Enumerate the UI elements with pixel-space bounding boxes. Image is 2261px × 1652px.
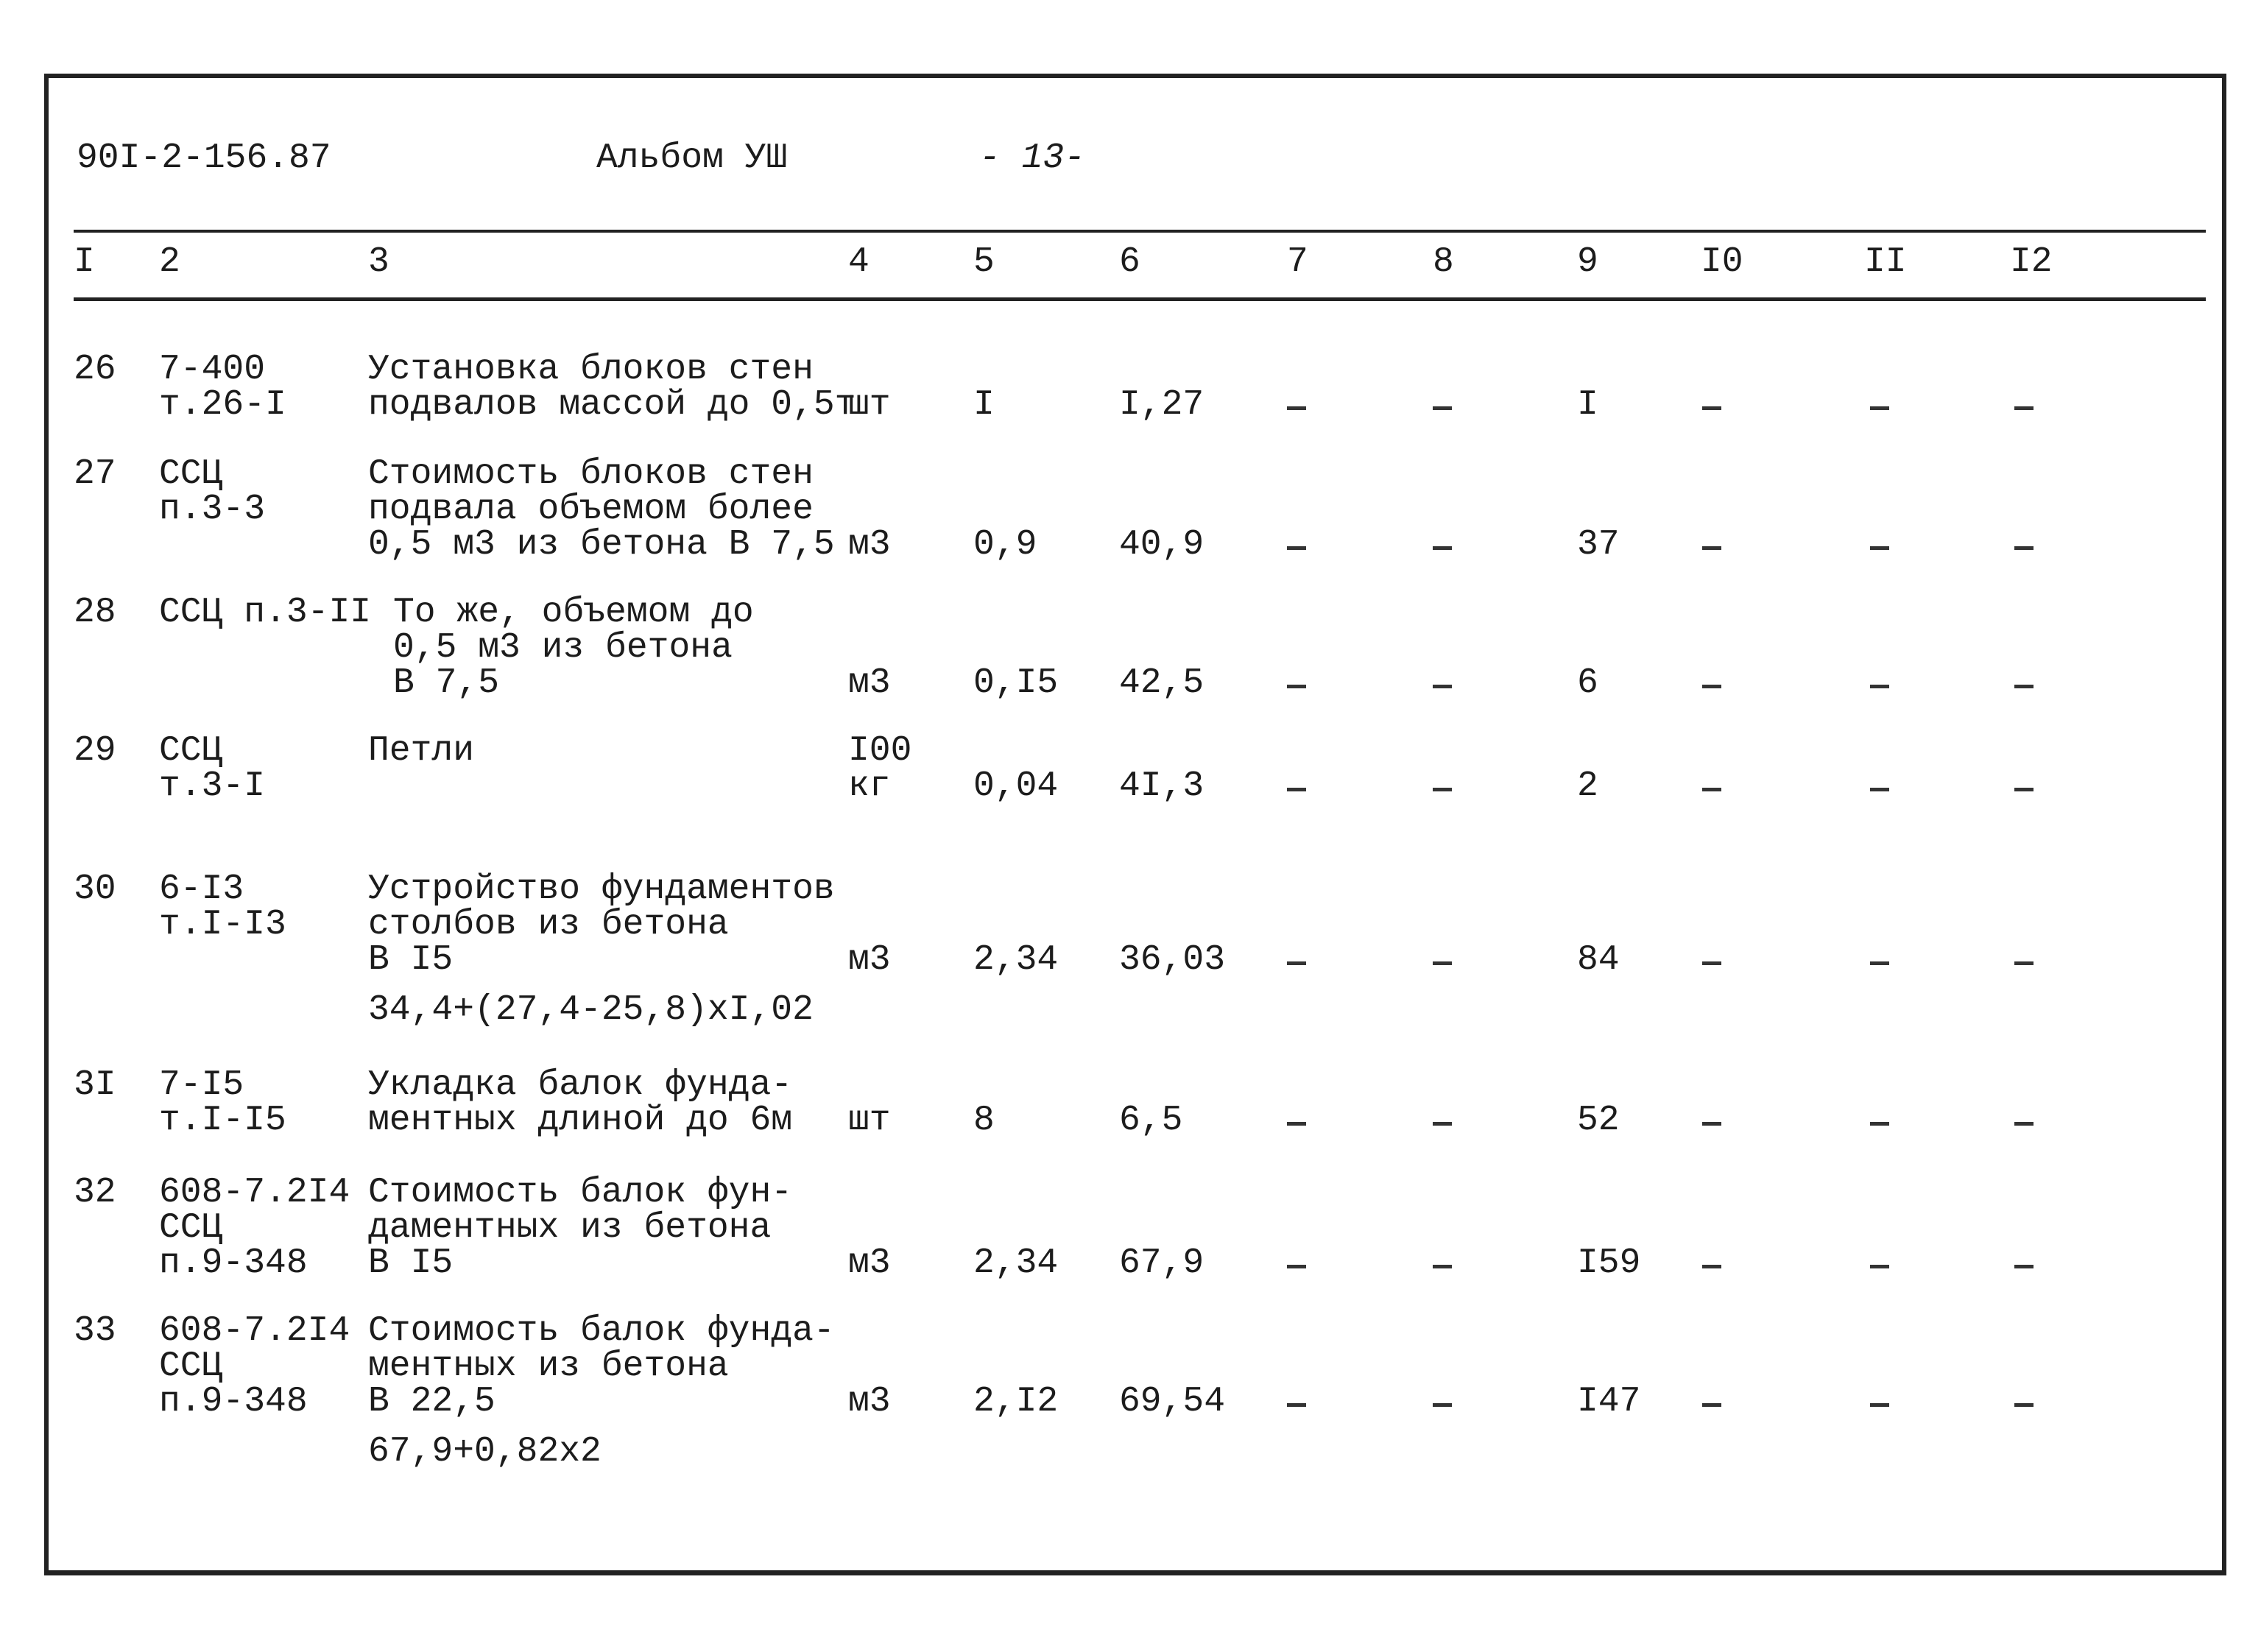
row-code: п.9-348 xyxy=(159,1382,308,1422)
column-header: 4 xyxy=(848,242,870,282)
row-c7-dash xyxy=(1287,685,1306,688)
row-c12-value xyxy=(2010,942,2031,978)
row-c8-value xyxy=(1433,1384,1454,1419)
row-total: 52 xyxy=(1577,1101,1620,1140)
column-header: 2 xyxy=(159,242,180,282)
row-description: ментных из бетона xyxy=(368,1346,729,1386)
row-code: ССЦ п.3-II xyxy=(159,593,372,632)
row-c12-dash xyxy=(2014,1403,2034,1407)
row-code: 6-I3 xyxy=(159,869,244,909)
row-formula: 34,4+(27,4-25,8)xI,02 xyxy=(368,990,814,1030)
row-c12-dash xyxy=(2014,1265,2034,1268)
row-number: 28 xyxy=(74,593,116,632)
row-c7-dash xyxy=(1287,1265,1306,1268)
row-description: подвалов массой до 0,5т xyxy=(368,385,856,425)
row-c10-value xyxy=(1701,1103,1722,1138)
row-description: даментных из бетона xyxy=(368,1208,772,1248)
row-c12-value xyxy=(2010,1103,2031,1138)
row-unit: м3 xyxy=(848,525,891,565)
row-description: Стоимость балок фунда- xyxy=(368,1311,835,1351)
row-c10-dash xyxy=(1702,961,1721,965)
row-description: Стоимость блоков стен xyxy=(368,454,814,494)
column-header: I2 xyxy=(2010,242,2053,282)
row-code: т.3-I xyxy=(159,766,266,806)
row-number: 33 xyxy=(74,1311,116,1351)
row-c8-value xyxy=(1433,387,1454,423)
row-unit: м3 xyxy=(848,1243,891,1283)
row-c11-value xyxy=(1864,1246,1886,1281)
row-c8-dash xyxy=(1433,1265,1452,1268)
row-c7-dash xyxy=(1287,1403,1306,1407)
row-code: ССЦ xyxy=(159,454,223,494)
row-c12-dash xyxy=(2014,961,2034,965)
row-c11-dash xyxy=(1870,546,1889,550)
row-c11-value xyxy=(1864,666,1886,701)
row-c11-value xyxy=(1864,769,1886,804)
row-unit-price: 36,03 xyxy=(1119,940,1226,980)
row-c7-value xyxy=(1287,387,1308,423)
column-header: I xyxy=(74,242,95,282)
row-c8-dash xyxy=(1433,685,1452,688)
row-c12-dash xyxy=(2014,1122,2034,1126)
row-c11-value xyxy=(1864,1103,1886,1138)
row-c10-dash xyxy=(1702,788,1721,791)
row-description: Установка блоков стен xyxy=(368,350,814,389)
row-code: т.26-I xyxy=(159,385,286,425)
row-c10-dash xyxy=(1702,1403,1721,1407)
row-unit-price: I,27 xyxy=(1119,385,1204,425)
row-c8-value xyxy=(1433,1103,1454,1138)
column-header: 5 xyxy=(973,242,995,282)
row-unit: шт xyxy=(848,1101,891,1140)
row-c11-dash xyxy=(1870,1403,1889,1407)
row-c10-dash xyxy=(1702,1122,1721,1126)
row-description: В I5 xyxy=(368,940,454,980)
row-description: Устройство фундаментов xyxy=(368,869,835,909)
row-total: 6 xyxy=(1577,663,1598,703)
row-code: 608-7.2I4 xyxy=(159,1311,350,1351)
row-c12-value xyxy=(2010,666,2031,701)
page-number: - 13- xyxy=(979,138,1086,178)
row-c7-value xyxy=(1287,1246,1308,1281)
header-rule-top xyxy=(74,230,2206,233)
row-c12-dash xyxy=(2014,685,2034,688)
row-c7-dash xyxy=(1287,788,1306,791)
row-c7-value xyxy=(1287,769,1308,804)
row-c8-value xyxy=(1433,666,1454,701)
row-quantity: 2,I2 xyxy=(973,1382,1059,1422)
row-description: То же, объемом до xyxy=(393,593,754,632)
row-c8-value xyxy=(1433,769,1454,804)
row-unit-price: 4I,3 xyxy=(1119,766,1204,806)
row-quantity: 0,I5 xyxy=(973,663,1059,703)
row-c10-value xyxy=(1701,1246,1722,1281)
row-c8-value xyxy=(1433,1246,1454,1281)
row-c10-dash xyxy=(1702,546,1721,550)
row-number: 27 xyxy=(74,454,116,494)
row-description: Укладка балок фунда- xyxy=(368,1065,793,1105)
row-unit-price: 67,9 xyxy=(1119,1243,1204,1283)
row-c8-dash xyxy=(1433,788,1452,791)
row-unit-price: 6,5 xyxy=(1119,1101,1183,1140)
column-header: 6 xyxy=(1119,242,1140,282)
row-c8-dash xyxy=(1433,546,1452,550)
row-c7-value xyxy=(1287,666,1308,701)
row-total: 2 xyxy=(1577,766,1598,806)
row-number: 29 xyxy=(74,731,116,771)
row-description: В 7,5 xyxy=(393,663,500,703)
row-number: 30 xyxy=(74,869,116,909)
row-unit: кг xyxy=(848,766,891,806)
row-c11-value xyxy=(1864,387,1886,423)
row-code: п.9-348 xyxy=(159,1243,308,1283)
row-quantity: 0,9 xyxy=(973,525,1037,565)
row-unit: м3 xyxy=(848,1382,891,1422)
row-c10-value xyxy=(1701,1384,1722,1419)
row-code: 608-7.2I4 xyxy=(159,1173,350,1212)
row-description: В I5 xyxy=(368,1243,454,1283)
row-c11-value xyxy=(1864,1384,1886,1419)
row-quantity: I xyxy=(973,385,995,425)
row-c11-dash xyxy=(1870,961,1889,965)
row-description: В 22,5 xyxy=(368,1382,495,1422)
row-c10-dash xyxy=(1702,1265,1721,1268)
row-description: столбов из бетона xyxy=(368,905,729,945)
row-unit: шт xyxy=(848,385,891,425)
row-formula: 67,9+0,82x2 xyxy=(368,1432,602,1472)
row-code: 7-I5 xyxy=(159,1065,244,1105)
row-c8-dash xyxy=(1433,1403,1452,1407)
row-c12-dash xyxy=(2014,406,2034,410)
row-c8-dash xyxy=(1433,961,1452,965)
row-unit: м3 xyxy=(848,663,891,703)
row-code: ССЦ xyxy=(159,731,223,771)
row-unit: I00 xyxy=(848,731,912,771)
row-total: I59 xyxy=(1577,1243,1641,1283)
row-c12-value xyxy=(2010,527,2031,562)
row-c11-dash xyxy=(1870,406,1889,410)
row-c7-value xyxy=(1287,1384,1308,1419)
row-code: т.I-I3 xyxy=(159,905,286,945)
row-code: п.3-3 xyxy=(159,490,266,529)
row-description: 0,5 м3 из бетона xyxy=(393,628,733,668)
row-c10-dash xyxy=(1702,685,1721,688)
row-c10-dash xyxy=(1702,406,1721,410)
row-c11-dash xyxy=(1870,685,1889,688)
row-quantity: 2,34 xyxy=(973,940,1059,980)
row-description: Стоимость балок фун- xyxy=(368,1173,793,1212)
row-c12-value xyxy=(2010,769,2031,804)
row-c7-value xyxy=(1287,527,1308,562)
row-total: I47 xyxy=(1577,1382,1641,1422)
row-c11-value xyxy=(1864,527,1886,562)
row-c12-dash xyxy=(2014,788,2034,791)
row-unit-price: 42,5 xyxy=(1119,663,1204,703)
column-header: I0 xyxy=(1701,242,1743,282)
row-quantity: 2,34 xyxy=(973,1243,1059,1283)
row-code: ССЦ xyxy=(159,1346,223,1386)
row-c12-dash xyxy=(2014,546,2034,550)
row-number: 26 xyxy=(74,350,116,389)
row-quantity: 8 xyxy=(973,1101,995,1140)
row-c11-value xyxy=(1864,942,1886,978)
column-header: 8 xyxy=(1433,242,1454,282)
row-c11-dash xyxy=(1870,788,1889,791)
row-code: 7-400 xyxy=(159,350,266,389)
row-c10-value xyxy=(1701,387,1722,423)
row-c12-value xyxy=(2010,1246,2031,1281)
row-c7-value xyxy=(1287,942,1308,978)
row-unit-price: 69,54 xyxy=(1119,1382,1226,1422)
column-header: II xyxy=(1864,242,1907,282)
row-c12-value xyxy=(2010,1384,2031,1419)
row-number: 3I xyxy=(74,1065,116,1105)
row-description: 0,5 м3 из бетона В 7,5 xyxy=(368,525,835,565)
row-c11-dash xyxy=(1870,1122,1889,1126)
row-quantity: 0,04 xyxy=(973,766,1059,806)
row-c8-dash xyxy=(1433,406,1452,410)
row-c12-value xyxy=(2010,387,2031,423)
row-c10-value xyxy=(1701,666,1722,701)
row-unit: м3 xyxy=(848,940,891,980)
row-c7-dash xyxy=(1287,961,1306,965)
row-code: т.I-I5 xyxy=(159,1101,286,1140)
row-description: Петли xyxy=(368,731,475,771)
row-c7-dash xyxy=(1287,546,1306,550)
row-number: 32 xyxy=(74,1173,116,1212)
row-code: ССЦ xyxy=(159,1208,223,1248)
row-total: 84 xyxy=(1577,940,1620,980)
column-header: 7 xyxy=(1287,242,1308,282)
column-header: 9 xyxy=(1577,242,1598,282)
header-rule-bottom xyxy=(74,297,2206,301)
row-total: I xyxy=(1577,385,1598,425)
row-c7-dash xyxy=(1287,406,1306,410)
row-unit-price: 40,9 xyxy=(1119,525,1204,565)
row-description: ментных длиной до 6м xyxy=(368,1101,793,1140)
album-label: Альбом УШ xyxy=(596,138,788,178)
row-c10-value xyxy=(1701,527,1722,562)
row-c7-dash xyxy=(1287,1122,1306,1126)
row-c8-value xyxy=(1433,527,1454,562)
row-c8-dash xyxy=(1433,1122,1452,1126)
row-c10-value xyxy=(1701,942,1722,978)
row-c11-dash xyxy=(1870,1265,1889,1268)
row-c7-value xyxy=(1287,1103,1308,1138)
document-code: 90I-2-156.87 xyxy=(77,138,331,178)
row-total: 37 xyxy=(1577,525,1620,565)
row-c10-value xyxy=(1701,769,1722,804)
row-description: подвала объемом более xyxy=(368,490,814,529)
row-c8-value xyxy=(1433,942,1454,978)
column-header: 3 xyxy=(368,242,389,282)
